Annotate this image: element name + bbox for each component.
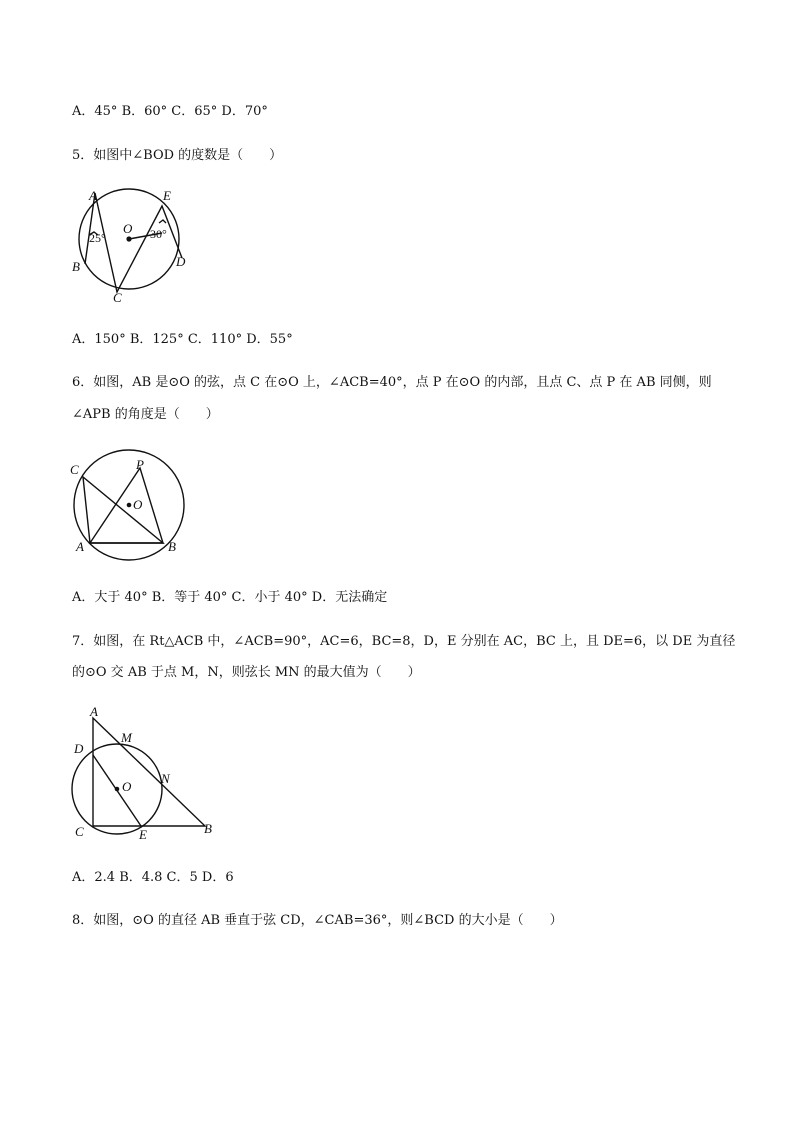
q6-center-point — [127, 503, 132, 508]
q8-stem: 8．如图，⊙O 的直径 AB 垂直于弦 CD，∠CAB=36°，则∠BCD 的大小是（ ） — [72, 913, 563, 928]
q7-center-point — [115, 787, 120, 792]
q6-label-o: O — [133, 497, 143, 512]
q5-label-b: B — [72, 259, 80, 274]
q6-triangle-apb — [90, 468, 163, 543]
q7-label-c: C — [75, 824, 84, 839]
q5-label-c: C — [113, 290, 122, 305]
q6-options: A．大于 40° B．等于 40° C．小于 40° D．无法确定 — [72, 590, 388, 605]
q5-label-e: E — [163, 188, 171, 203]
q6-label-a: A — [76, 539, 84, 554]
q7-label-n: N — [161, 771, 170, 786]
q7-label-o: O — [122, 779, 132, 794]
q5-angle-a-label: 25° — [89, 231, 106, 245]
q5-stem: 5．如图中∠BOD 的度数是（ ） — [72, 148, 283, 163]
q5-label-o: O — [123, 221, 133, 236]
q7-options: A．2.4 B．4.8 C．5 D．6 — [72, 870, 234, 885]
q7-stem-line2: 的⊙O 交 AB 于点 M，N，则弦长 MN 的最大值为（ ） — [72, 665, 421, 680]
q5-label-d: D — [176, 254, 186, 269]
q6-label-p: P — [136, 457, 144, 472]
q7-triangle-acb — [93, 718, 205, 826]
q7-figure — [66, 700, 226, 845]
q4-options: A．45° B．60° C．65° D．70° — [72, 104, 268, 119]
q7-label-b: B — [204, 821, 212, 836]
q6-label-b: B — [168, 539, 176, 554]
q6-figure — [66, 450, 196, 560]
q5-options: A．150° B．125° C．110° D．55° — [72, 332, 293, 347]
q6-stem-line1: 6．如图，AB 是⊙O 的弦，点 C 在⊙O 上，∠ACB=40°，点 P 在⊙O 的内部，且点 C、点 P 在 AB 同侧，则 — [72, 375, 712, 390]
q5-figure — [66, 185, 196, 305]
q7-label-d: D — [74, 741, 84, 756]
q7-stem-line1: 7．如图，在 Rt△ACB 中，∠ACB=90°，AC=6，BC=8，D，E 分别在 AC，BC 上，且 DE=6，以 DE 为直径 — [72, 634, 736, 649]
q7-label-e: E — [139, 827, 147, 842]
q7-label-a: A — [90, 704, 98, 719]
q6-stem-line2: ∠APB 的角度是（ ） — [72, 407, 219, 422]
q7-label-m: M — [121, 730, 132, 745]
q5-label-a: A — [89, 188, 97, 203]
q5-angle-e-label: 30° — [150, 227, 167, 241]
q6-label-c: C — [70, 462, 79, 477]
q5-angle-mark-e — [159, 220, 166, 223]
q6-triangle-acb — [83, 477, 163, 543]
